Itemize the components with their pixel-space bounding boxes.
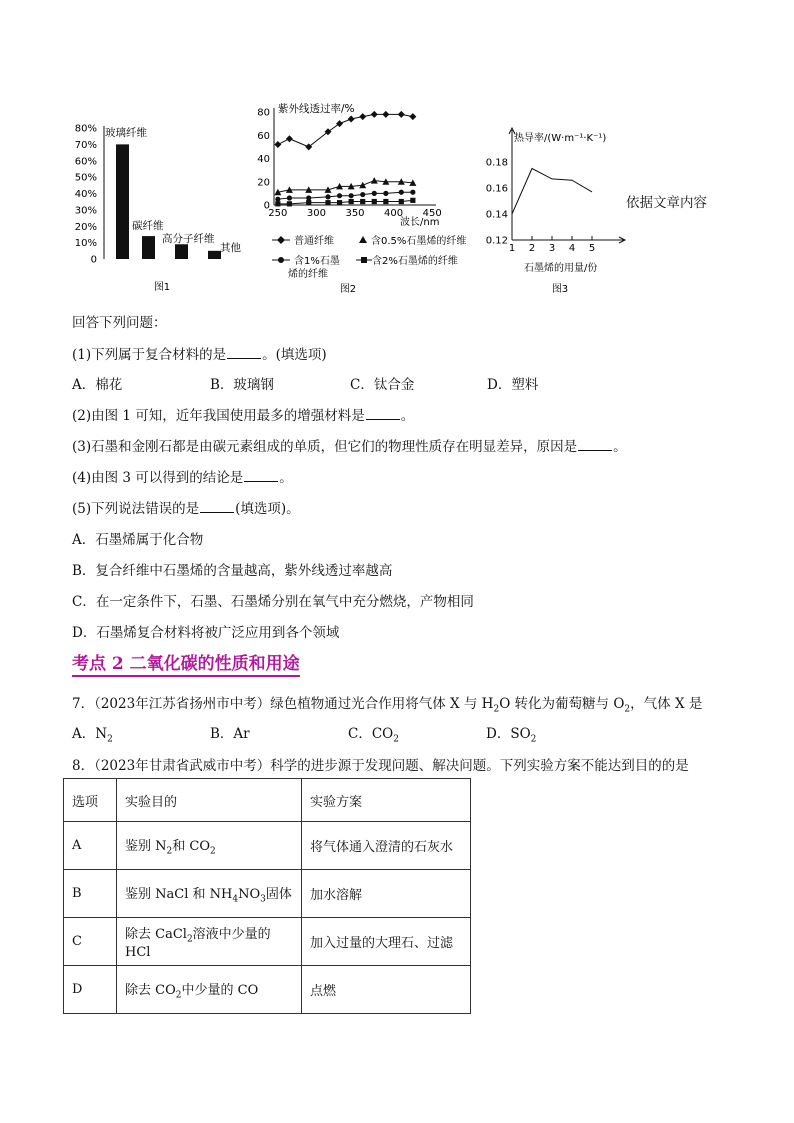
y-tick-label: 20 xyxy=(257,177,270,189)
q7-option-c: C．$CO_2$ xyxy=(348,726,399,745)
q7-option-a: A．$N_2$ xyxy=(72,726,113,745)
question-3: (3)石墨和金刚石都是由碳元素组成的单质，但它们的物理性质存在明显差异，原因是 。 xyxy=(72,439,627,455)
bar-label: 碳纤维 xyxy=(132,220,164,232)
header-option: 选项 xyxy=(64,779,117,822)
y-tick-label: 0.12 xyxy=(485,235,508,247)
y-tick-label: 50% xyxy=(74,172,97,184)
data-point xyxy=(348,115,355,122)
series-line xyxy=(512,169,592,215)
header-plan: 实验方案 xyxy=(302,779,471,822)
question-7-options xyxy=(72,722,536,745)
data-point xyxy=(337,200,342,205)
q1-option-c: C．钛合金 xyxy=(350,377,415,393)
table-header-row xyxy=(64,779,471,822)
bar-label: 其他 xyxy=(220,242,241,254)
table-row: B 鉴别 NaCl 和 $NH_4NO_3$固体 加水溶解 xyxy=(64,870,471,918)
data-point xyxy=(306,195,311,200)
data-point xyxy=(287,195,292,200)
y-tick-label: 40 xyxy=(257,154,270,165)
q1-option-b: B．玻璃钢 xyxy=(210,377,274,393)
q5-option-d: D．石墨烯复合材料将被广泛应用到各个领域 xyxy=(72,625,340,641)
experiment-table xyxy=(63,778,471,1014)
question-1: (1)下列属于复合材料的是 。(填选项) xyxy=(72,347,327,363)
y-tick-label: 60% xyxy=(74,156,97,168)
x-tick-label: 400 xyxy=(384,208,404,219)
q5-option-a: A．石墨烯属于化合物 xyxy=(72,532,204,548)
question-2: (2)由图 1 可知，近年我国使用最多的增强材料是 。 xyxy=(72,408,415,424)
question-4: (4)由图 3 可以得到的结论是 。 xyxy=(72,470,293,486)
y-tick-label: 70% xyxy=(74,139,97,151)
data-point xyxy=(372,199,377,204)
data-point xyxy=(383,191,388,196)
fig2-caption: 图2 xyxy=(339,284,357,295)
q5-option-c: C．在一定条件下，石墨、石墨烯分别在氧气中充分燃烧，产物相同 xyxy=(72,594,474,610)
question-1-options xyxy=(72,373,538,393)
data-point xyxy=(337,193,342,198)
y-tick-label: 0.14 xyxy=(485,209,508,221)
data-point xyxy=(275,201,280,206)
figure-2 xyxy=(256,100,488,300)
data-point xyxy=(286,135,293,142)
legend-1-graphene-b: 烯的纤维 xyxy=(288,269,328,280)
q1-option-a: A．棉花 xyxy=(72,377,123,393)
side-note: 依据文章内容 xyxy=(626,195,707,211)
figure-3 xyxy=(482,124,632,300)
bar xyxy=(175,244,188,259)
data-point xyxy=(275,197,280,202)
data-point xyxy=(371,111,378,118)
data-point xyxy=(336,120,343,127)
data-point xyxy=(382,111,389,118)
section-heading: 考点 2 二氧化碳的性质和用途 xyxy=(72,649,300,677)
data-point xyxy=(399,190,404,195)
q5-option-b: B．复合纤维中石墨烯的含量越高，紫外线透过率越高 xyxy=(72,563,393,579)
answer-blank[interactable] xyxy=(244,469,278,482)
answer-blank[interactable] xyxy=(200,500,234,513)
data-point xyxy=(372,191,377,196)
data-point xyxy=(399,199,404,204)
table-row: D 除去 $CO_2$中少量的 CO 点燃 xyxy=(64,966,471,1014)
data-point xyxy=(306,200,311,205)
answer-blank[interactable] xyxy=(227,346,261,359)
x-tick-label: 350 xyxy=(345,208,365,219)
data-point xyxy=(383,199,388,204)
bar-label: 玻璃纤维 xyxy=(105,127,147,139)
y-tick-label: 0.16 xyxy=(485,183,508,195)
y-tick-label: 0.18 xyxy=(485,157,508,169)
data-point xyxy=(359,113,366,120)
bar xyxy=(142,236,155,259)
data-point xyxy=(349,199,354,204)
x-tick-label: 300 xyxy=(306,208,326,219)
answer-blank[interactable] xyxy=(578,438,612,451)
answer-blank[interactable] xyxy=(366,407,400,420)
y-tick-label: 20% xyxy=(74,221,97,233)
data-point xyxy=(409,113,416,120)
fig2-xlabel: 波长/nm xyxy=(400,217,440,228)
x-tick-label: 3 xyxy=(548,243,556,254)
fig3-caption: 图3 xyxy=(551,284,569,295)
data-point xyxy=(349,193,354,198)
table-row: A 鉴别 $N_2$和 $CO_2$ 将气体通入澄清的石灰水 xyxy=(64,822,471,870)
data-point xyxy=(325,200,330,205)
x-tick-label: 450 xyxy=(422,208,442,219)
x-tick-label: 4 xyxy=(568,243,576,254)
data-point xyxy=(410,190,415,195)
y-tick-label: 0 xyxy=(90,254,97,266)
figure-1 xyxy=(70,112,260,300)
x-tick-label: 5 xyxy=(588,243,596,254)
legend-1-graphene-a: 含1%石墨 xyxy=(294,256,340,267)
y-tick-label: 10% xyxy=(74,238,97,250)
header-goal: 实验目的 xyxy=(117,779,302,822)
x-tick-label: 250 xyxy=(268,208,288,219)
data-point xyxy=(410,198,415,203)
bar xyxy=(116,144,129,259)
y-tick-label: 80% xyxy=(74,123,97,135)
bar-label: 高分子纤维 xyxy=(162,233,215,245)
question-7: 7．（2023年江苏省扬州市中考）绿色植物通过光合作用将气体 X 与 $H_2O$ 转化为葡萄糖与 $O_2$，气体 X 是 xyxy=(72,696,703,715)
q1-option-d: D．塑料 xyxy=(487,377,539,393)
legend-2-graphene: 含2%石墨烯的纤维 xyxy=(372,256,458,267)
y-tick-label: 80 xyxy=(257,107,270,119)
y-tick-label: 60 xyxy=(257,130,270,142)
x-tick-label: 1 xyxy=(508,243,516,254)
series-line xyxy=(278,200,413,203)
intro-line: 回答下列问题： xyxy=(72,315,167,331)
series-line xyxy=(278,192,413,199)
series-line xyxy=(278,181,413,193)
data-point xyxy=(398,111,405,118)
q7-option-d: D．$SO_2$ xyxy=(486,726,537,745)
y-tick-label: 40% xyxy=(74,189,97,200)
fig3-ylabel: 热导率/(W·m⁻¹·K⁻¹) xyxy=(514,133,607,144)
y-tick-label: 0 xyxy=(263,200,270,212)
fig2-ylabel: 紫外线透过率/% xyxy=(278,103,355,115)
fig2-legend xyxy=(272,234,466,280)
fig3-xlabel: 石墨烯的用量/份 xyxy=(524,263,598,274)
data-point xyxy=(274,141,281,148)
question-5: (5)下列说法错误的是 (填选项)。 xyxy=(72,501,300,517)
data-point xyxy=(360,199,365,204)
data-point xyxy=(325,194,330,199)
fig1-caption: 图1 xyxy=(153,282,171,293)
x-tick-label: 2 xyxy=(528,243,536,254)
data-point xyxy=(287,201,292,206)
legend-0-5-graphene: 含0.5%石墨烯的纤维 xyxy=(371,236,467,247)
question-8: 8．（2023年甘肃省武威市中考）科学的进步源于发现问题、解决问题。下列实验方案不能达到目的的是 xyxy=(72,758,689,774)
y-tick-label: 30% xyxy=(74,205,97,217)
series-line xyxy=(278,114,413,147)
data-point xyxy=(360,192,365,197)
table-row: C 除去 CaCl$_2$溶液中少量的 HCl 加入过量的大理石、过滤 xyxy=(64,918,471,966)
q7-option-b: B．Ar xyxy=(210,726,250,742)
legend-plain-fiber: 普通纤维 xyxy=(294,236,334,247)
